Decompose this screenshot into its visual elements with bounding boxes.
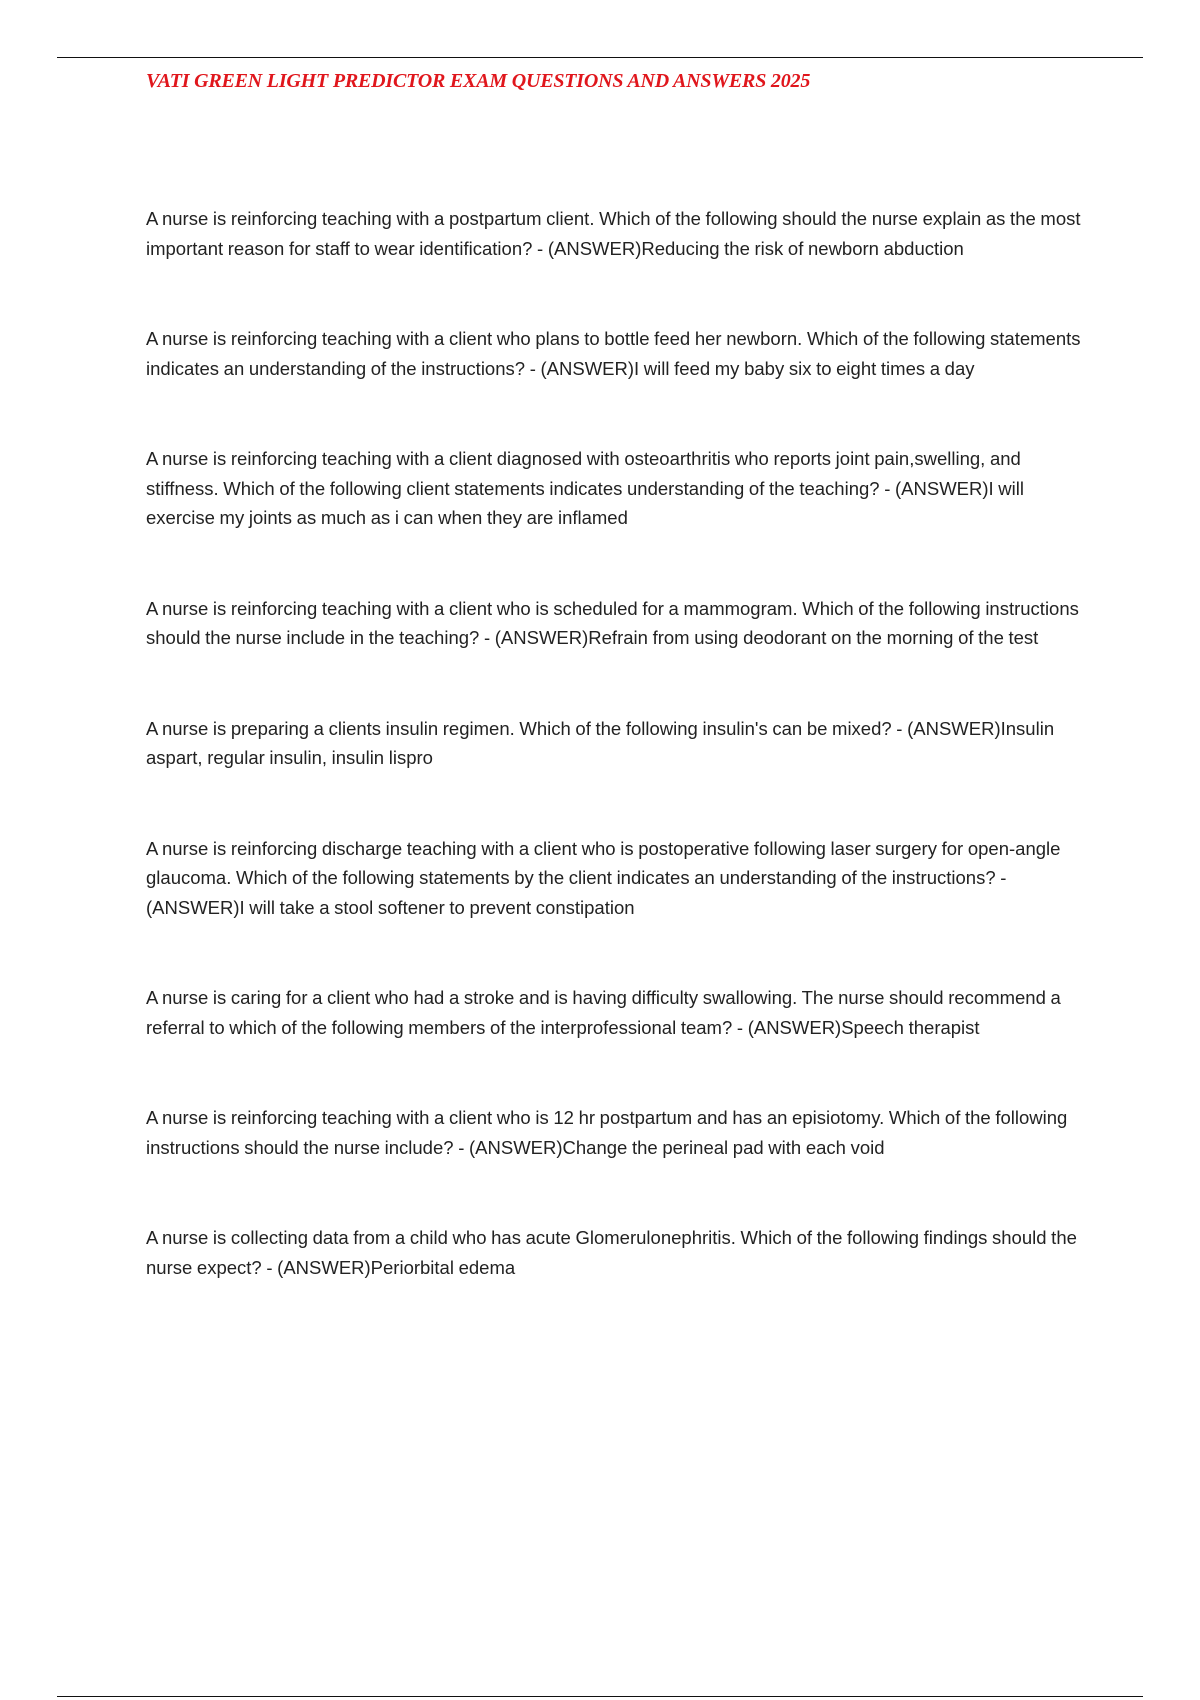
question-answer-list xyxy=(146,204,1096,1343)
top-divider xyxy=(57,57,1143,58)
qa-item: A nurse is reinforcing teaching with a postpartum client. Which of the following should the nurse explain as the most important reason for staff to wear identification? - (ANSWER)Reducing the risk of newborn abduction xyxy=(146,208,1081,259)
qa-item: A nurse is caring for a client who had a stroke and is having difficulty swallowing. The nurse should recommend a referral to which of the following members of the interprofessional team? - (ANSWER)Speech therapist xyxy=(146,987,1061,1038)
qa-item: A nurse is preparing a clients insulin regimen. Which of the following insulin's can be mixed? - (ANSWER)Insulin aspart, regular insulin, insulin lispro xyxy=(146,717,1055,768)
qa-item: A nurse is reinforcing teaching with a client diagnosed with osteoarthritis who reports joint pain,swelling, and stiffness. Which of the following client statements indicates understanding of the teaching? - (ANSWER)I will exercise my joints as much as i can when they are inflamed xyxy=(146,448,1024,528)
document-title: VATI GREEN LIGHT PREDICTOR EXAM QUESTIONS AND ANSWERS 2025 xyxy=(146,70,811,92)
qa-item: A nurse is reinforcing teaching with a client who is 12 hr postpartum and has an episiotomy. Which of the following instructions should the nurse include? - (ANSWER)Change the perineal pad with each void xyxy=(146,1107,1068,1158)
qa-item: A nurse is reinforcing discharge teaching with a client who is postoperative following laser surgery for open-angle glaucoma. Which of the following statements by the client indicates an understanding of the instructions? - (ANSWER)I will take a stool softener to prevent constipation xyxy=(146,837,1061,918)
bottom-divider xyxy=(57,1696,1143,1697)
qa-item: A nurse is reinforcing teaching with a client who is scheduled for a mammogram. Which of the following instructions should the nurse include in the teaching? - (ANSWER)Refrain from using deodorant on the morning of the test xyxy=(146,597,1079,648)
qa-item: A nurse is reinforcing teaching with a client who plans to bottle feed her newborn. Which of the following statements indicates an understanding of the instructions? - (ANSWER)I will feed my baby six to eight times a day xyxy=(146,328,1081,379)
qa-item: A nurse is collecting data from a child who has acute Glomerulonephritis. Which of the following findings should the nurse expect? - (ANSWER)Periorbital edema xyxy=(146,1227,1077,1278)
